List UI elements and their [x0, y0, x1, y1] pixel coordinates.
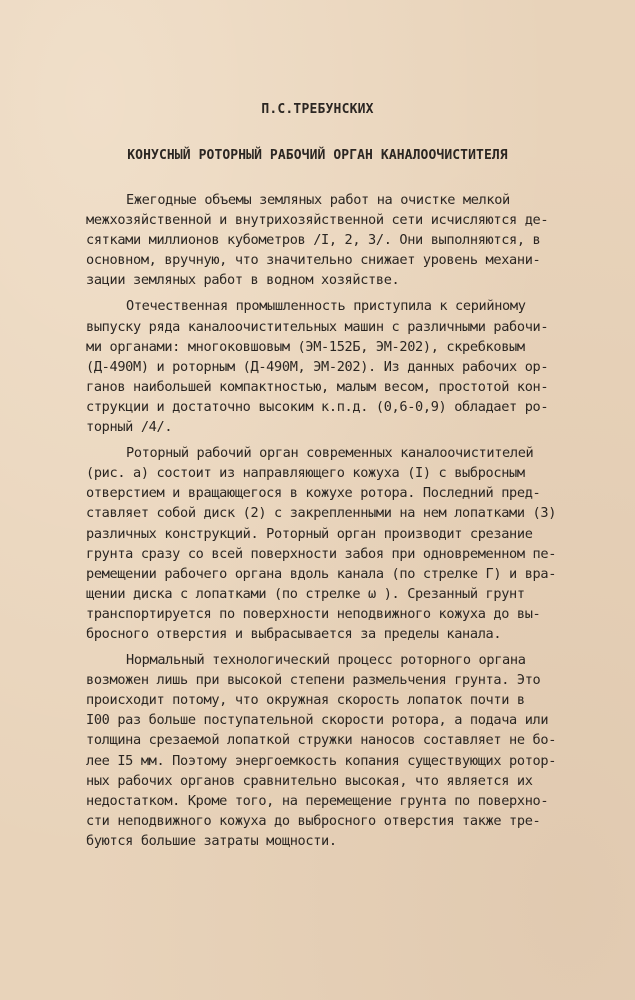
paragraph-2 [86, 296, 570, 437]
paragraph-1 [86, 190, 570, 290]
text-line: струкции и достаточно высоким к.п.д. (0,6-0,9) обладает ро- [86, 398, 549, 415]
text-line: межхозяйственной и внутрихозяйственной сети исчисляются де- [86, 212, 549, 229]
text-line: (Д-490М) и роторным (Д-490М, ЭМ-202). Из данных рабочих ор- [86, 358, 549, 375]
text-line: отверстием и вращающегося в кожухе ротора. Последний пред- [86, 485, 541, 502]
text-line: лее I5 мм. Поэтому энергоемкость копания существующих ротор- [86, 752, 557, 769]
paragraph-4 [86, 650, 570, 851]
text-line: бросного отверстия и выбрасывается за пределы канала. [86, 625, 502, 642]
text-line: Ежегодные объемы земляных работ на очистке мелкой [126, 192, 510, 208]
text-line: Отечественная промышленность приступила к серийному [126, 298, 526, 315]
text-line: ганов наибольшей компактностью, малым весом, простотой кон- [86, 378, 549, 395]
text-line: зации земляных работ в водном хозяйстве. [86, 272, 400, 289]
text-line: I00 раз больше поступательной скорости ротора, а подача или [86, 712, 549, 729]
text-line: сти неподвижного кожуха до выбросного отверстия также тре- [86, 812, 541, 829]
article-body [86, 190, 570, 851]
article-title: КОНУСНЫЙ РОТОРНЫЙ РАБОЧИЙ ОРГАН КАНАЛООЧИСТИТЕЛЯ [127, 148, 508, 163]
text-line: возможен лишь при высокой степени размельчения грунта. Это [86, 672, 541, 689]
text-line: буются большие затраты мощности. [86, 832, 337, 849]
text-line: недостатком. Кроме того, на перемещение грунта по поверхно- [86, 792, 549, 809]
text-line: различных конструкций. Роторный орган производит срезание [86, 525, 533, 542]
text-line: выпуску ряда каналоочистительных машин с различными рабочи- [86, 318, 549, 335]
text-line: сятками миллионов кубометров /I, 2, 3/. Они выполняются, в [86, 232, 541, 249]
text-line: транспортируется по поверхности неподвижного кожуха до вы- [86, 605, 541, 622]
text-line: ных рабочих органов сравнительно высокая, что является их [86, 772, 533, 789]
text-line: основном, вручную, что значительно снижает уровень механи- [86, 252, 541, 269]
text-line: происходит потому, что окружная скорость лопаток почти в [86, 692, 525, 709]
text-line: ми органами: многоковшовым (ЭМ-152Б, ЭМ-202), скребковым [86, 338, 525, 355]
author-name: П.С.ТРЕБУНСКИХ [261, 102, 374, 117]
text-line: Нормальный технологический процесс роторного органа [126, 652, 526, 669]
text-line: ремещении рабочего органа вдоль канала (по стрелке Г) и вра- [86, 565, 557, 582]
text-line: ставляет собой диск (2) с закрепленными на нем лопатками (3) [86, 505, 557, 522]
text-line: толщина срезаемой лопаткой стружки наносов составляет не бо- [86, 732, 557, 749]
text-line: Роторный рабочий орган современных каналоочистителей [126, 445, 534, 462]
text-line: грунта сразу со всей поверхности забоя при одновременном пе- [86, 545, 557, 562]
text-line: (рис. а) состоит из направляющего кожуха (I) с выбросным [86, 465, 525, 482]
text-line: торный /4/. [86, 419, 173, 436]
text-line: щении диска с лопатками (по стрелке ω ). Срезанный грунт [86, 585, 525, 602]
paragraph-3 [86, 443, 570, 644]
